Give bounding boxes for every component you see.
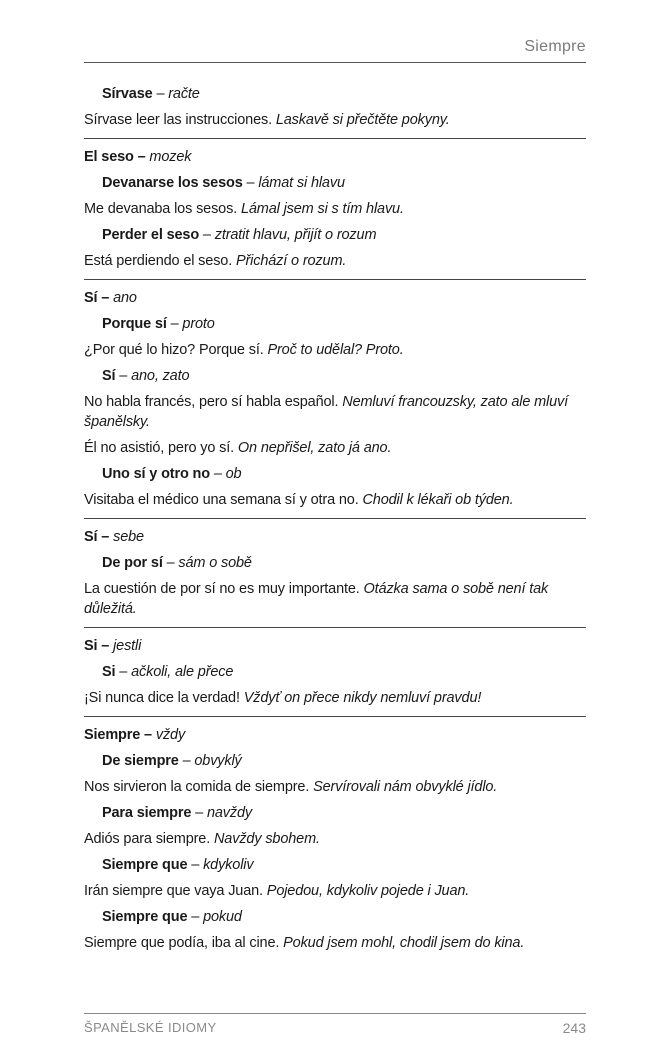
idiom-entry [84, 314, 586, 334]
idiom-entry [84, 553, 586, 573]
example-sentence [84, 777, 586, 797]
idiom-term: De por sí [102, 555, 163, 571]
header-divider [84, 62, 586, 63]
headword-entry [84, 288, 586, 308]
dictionary-entries [84, 84, 586, 959]
czech-translation: Nemluví francouzsky, zato ale mluví španělsky. [84, 394, 569, 430]
book-title: ŠPANĚLSKÉ IDIOMY [84, 1020, 217, 1035]
example-sentence [84, 933, 586, 953]
translation: obvyklý [194, 753, 242, 769]
idiom-term: Sí [102, 368, 116, 384]
spanish-example: Irán siempre que vaya Juan. [84, 883, 267, 899]
spanish-example: Visitaba el médico una semana sí y otra no. [84, 492, 363, 508]
idiom-entry [84, 464, 586, 484]
example-sentence [84, 251, 586, 271]
idiom-term: Si [102, 664, 116, 680]
translation: vždy [155, 727, 186, 743]
czech-translation: Servírovali nám obvyklé jídlo. [313, 779, 498, 795]
translation: ano, zato [131, 368, 190, 384]
translation: proto [182, 316, 215, 332]
czech-translation: On nepřišel, zato já ano. [237, 440, 392, 456]
spanish-example: ¡Si nunca dice la verdad! [84, 690, 244, 706]
idiom-entry [84, 907, 586, 927]
spanish-example: Nos sirvieron la comida de siempre. [84, 779, 314, 795]
czech-translation: Lámal jsem si s tím hlavu. [240, 201, 404, 217]
translation: ob [225, 466, 242, 482]
example-sentence [84, 579, 586, 619]
separator: – [199, 227, 215, 243]
idiom-entry [84, 84, 586, 104]
czech-translation: Pojedou, kdykoliv pojede i Juan. [266, 883, 470, 899]
example-sentence [84, 110, 586, 130]
section-divider [84, 716, 586, 717]
separator: – [166, 316, 183, 332]
example-sentence [84, 340, 586, 360]
idiom-term: Siempre que [102, 909, 188, 925]
headword-entry [84, 147, 586, 167]
separator: – [152, 86, 169, 102]
idiom-term: Sírvase [102, 86, 153, 102]
idiom-term: Uno sí y otro no [102, 466, 210, 482]
translation: račte [168, 86, 200, 102]
idiom-entry [84, 366, 586, 386]
idiom-entry [84, 803, 586, 823]
spanish-example: Siempre que podía, iba al cine. [84, 935, 284, 951]
czech-translation: Proč to udělal? Proto. [267, 342, 404, 358]
separator: – [242, 175, 259, 191]
translation: mozek [149, 149, 192, 165]
translation: pokud [203, 909, 242, 925]
idiom-term: Siempre que [102, 857, 188, 873]
separator: – [209, 466, 226, 482]
translation: lámat si hlavu [258, 175, 345, 191]
spanish-example: Adiós para siempre. [84, 831, 214, 847]
czech-translation: Chodil k lékaři ob týden. [362, 492, 514, 508]
separator: – [115, 664, 132, 680]
translation: sám o sobě [178, 555, 252, 571]
headword: El seso – [84, 149, 146, 165]
page-number: 243 [562, 1020, 586, 1036]
idiom-term: Para siempre [102, 805, 192, 821]
translation: navždy [206, 805, 253, 821]
separator: – [187, 909, 204, 925]
spanish-example: Él no asistió, pero yo sí. [84, 440, 238, 456]
headword: Siempre – [84, 727, 152, 743]
spanish-example: ¿Por qué lo hizo? Porque sí. [84, 342, 268, 358]
headword: Sí – [84, 529, 110, 545]
example-sentence [84, 199, 586, 219]
separator: – [187, 857, 204, 873]
example-sentence [84, 688, 586, 708]
czech-translation: Laskavě si přečtěte pokyny. [275, 112, 450, 128]
headword: Si – [84, 638, 110, 654]
example-sentence [84, 438, 586, 458]
translation: ano [113, 290, 137, 306]
spanish-example: La cuestión de por sí no es muy importante. [84, 581, 364, 597]
headword-entry [84, 527, 586, 547]
separator: – [191, 805, 207, 821]
czech-translation: Navždy sbohem. [213, 831, 320, 847]
section-divider [84, 279, 586, 280]
headword: Sí – [84, 290, 110, 306]
idiom-term: Devanarse los sesos [102, 175, 243, 191]
spanish-example: No habla francés, pero sí habla español. [84, 394, 343, 410]
czech-translation: Přichází o rozum. [235, 253, 347, 269]
example-sentence [84, 829, 586, 849]
translation: ztratit hlavu, přijít o rozum [214, 227, 377, 243]
czech-translation: Pokud jsem mohl, chodil jsem do kina. [283, 935, 525, 951]
spanish-example: Está perdiendo el seso. [84, 253, 236, 269]
czech-translation: Otázka sama o sobě není tak důležitá. [84, 581, 549, 617]
translation: ačkoli, ale přece [131, 664, 234, 680]
idiom-entry [84, 855, 586, 875]
example-sentence [84, 881, 586, 901]
translation: kdykoliv [203, 857, 254, 873]
section-divider [84, 518, 586, 519]
section-divider [84, 627, 586, 628]
czech-translation: Vždyť on přece nikdy nemluví pravdu! [243, 690, 482, 706]
idiom-entry [84, 225, 586, 245]
footer-divider [84, 1013, 586, 1014]
separator: – [162, 555, 179, 571]
example-sentence [84, 392, 586, 432]
headword-entry [84, 725, 586, 745]
idiom-entry [84, 751, 586, 771]
example-sentence [84, 490, 586, 510]
running-head: Siempre [524, 38, 586, 55]
separator: – [115, 368, 132, 384]
translation: jestli [113, 638, 142, 654]
idiom-term: Perder el seso [102, 227, 200, 243]
idiom-entry [84, 662, 586, 682]
section-divider [84, 138, 586, 139]
idiom-term: De siempre [102, 753, 179, 769]
idiom-entry [84, 173, 586, 193]
spanish-example: Me devanaba los sesos. [84, 201, 241, 217]
idiom-term: Porque sí [102, 316, 167, 332]
spanish-example: Sírvase leer las instrucciones. [84, 112, 276, 128]
translation: sebe [113, 529, 144, 545]
headword-entry [84, 636, 586, 656]
separator: – [178, 753, 195, 769]
